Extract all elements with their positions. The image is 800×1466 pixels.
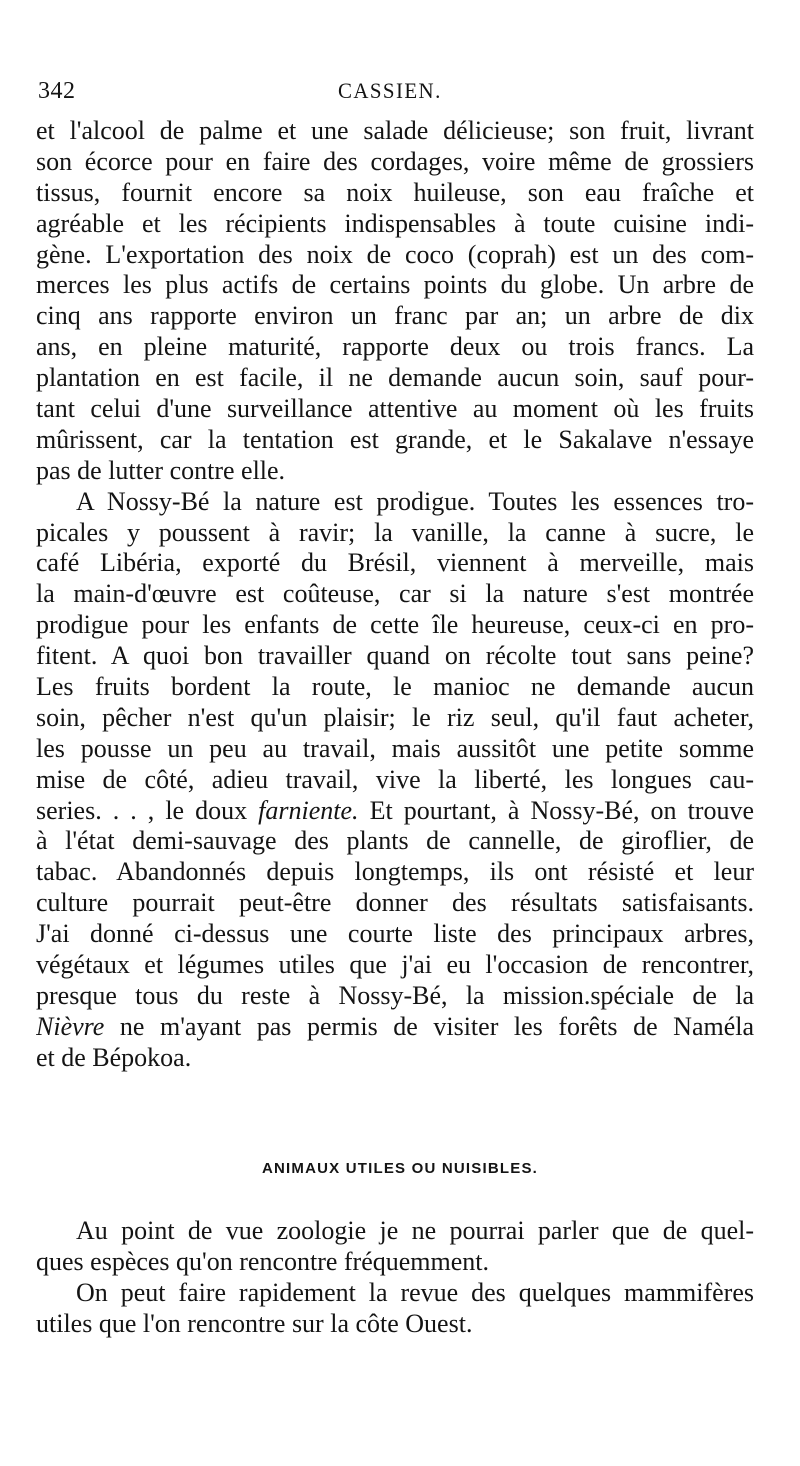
text-line: son écorce pour en faire des cordages, voire même de grossiers (36, 146, 754, 176)
text-line: et de Bépokoa. (36, 1042, 192, 1072)
text-line: A Nossy-Bé la nature est prodigue. Toutes les essences tro- (76, 486, 754, 516)
text-line: J'ai donné ci-dessus une courte liste des principaux arbres, (36, 919, 754, 949)
text-line: Au point de vue zoologie je ne pourrai parler que de quel- (76, 1216, 754, 1245)
text-line: plantation en est facile, il ne demande aucun soin, sauf pour- (36, 363, 754, 393)
text-segment: Et pourtant, à Nossy-Bé, on trouve (358, 795, 754, 825)
text-line: Les fruits bordent la route, le manioc ne demande aucun (36, 672, 754, 702)
text-line: culture pourrait peut-être donner des résultats satisfaisants. (36, 888, 754, 918)
section-text (36, 1216, 754, 1340)
text-line: soin, pêcher n'est qu'un plaisir; le riz seul, qu'il faut acheter, (36, 702, 754, 732)
text-line: fitent. A quoi bon travailler quand on récolte tout sans peine? (36, 641, 754, 671)
text-line: On peut faire rapidement la revue des quelques mammifères (76, 1277, 754, 1307)
text-line: presque tous du reste à Nossy-Bé, la mission.spéciale de la (36, 980, 754, 1010)
text-line: ques espèces qu'on rencontre fréquemment. (36, 1246, 490, 1276)
text-line: merces les plus actifs de certains points du globe. Un arbre de (36, 270, 754, 300)
text-line: café Libéria, exporté du Brésil, viennent à merveille, mais (36, 548, 754, 578)
text-line: à l'état demi-sauvage des plants de cannelle, de giroflier, de (36, 826, 754, 856)
text-segment: ne m'ayant pas permis de visiter les forêts de Naméla (119, 1011, 754, 1041)
text-line: prodigue pour les enfants de cette île heureuse, ceux-ci en pro- (36, 610, 754, 640)
text-line: agréable et les récipients indispensables à toute cuisine indi- (36, 208, 754, 238)
text-line: picales y poussent à ravir; la vanille, la canne à sucre, le (36, 517, 754, 547)
italic-word: farniente. (258, 795, 359, 825)
text-line: mise de côté, adieu travail, vive la liberté, les longues cau- (36, 764, 754, 794)
text-line: gène. L'exportation des noix de coco (coprah) est un des com- (36, 239, 754, 269)
text-line-mixed (36, 1012, 754, 1043)
text-line-mixed (36, 796, 754, 827)
text-line: tant celui d'une surveillance attentive au moment où les fruits (36, 394, 754, 424)
text-line: végétaux et légumes utiles que j'ai eu l'occasion de rencontrer, (36, 950, 754, 980)
main-text (36, 116, 754, 1074)
text-line: tabac. Abandonnés depuis longtemps, ils ont résisté et leur (36, 857, 754, 887)
text-segment: series. . . , le doux (36, 795, 248, 825)
running-title: CASSIEN. (338, 78, 442, 103)
section-heading: ANIMAUX UTILES OU NUISIBLES. (261, 1160, 539, 1177)
page-header (38, 78, 750, 112)
text-line: mûrissent, car la tentation est grande, et le Sakalave n'essaye (36, 424, 754, 454)
text-line: ans, en pleine maturité, rapporte deux ou trois francs. La (36, 332, 754, 362)
page-number: 342 (38, 78, 76, 104)
text-line: utiles que l'on rencontre sur la côte Ouest. (36, 1308, 473, 1338)
text-line: la main-d'œuvre est coûteuse, car si la nature s'est montrée (36, 579, 754, 609)
text-line: cinq ans rapporte environ un franc par an; un arbre de dix (36, 301, 754, 331)
italic-word: Nièvre (36, 1011, 105, 1041)
text-line: pas de lutter contre elle. (36, 455, 286, 485)
text-line: et l'alcool de palme et une salade délicieuse; son fruit, livrant (36, 116, 754, 145)
text-line: tissus, fournit encore sa noix huileuse, son eau fraîche et (36, 177, 754, 207)
text-line: les pousse un peu au travail, mais aussitôt une petite somme (36, 733, 754, 763)
